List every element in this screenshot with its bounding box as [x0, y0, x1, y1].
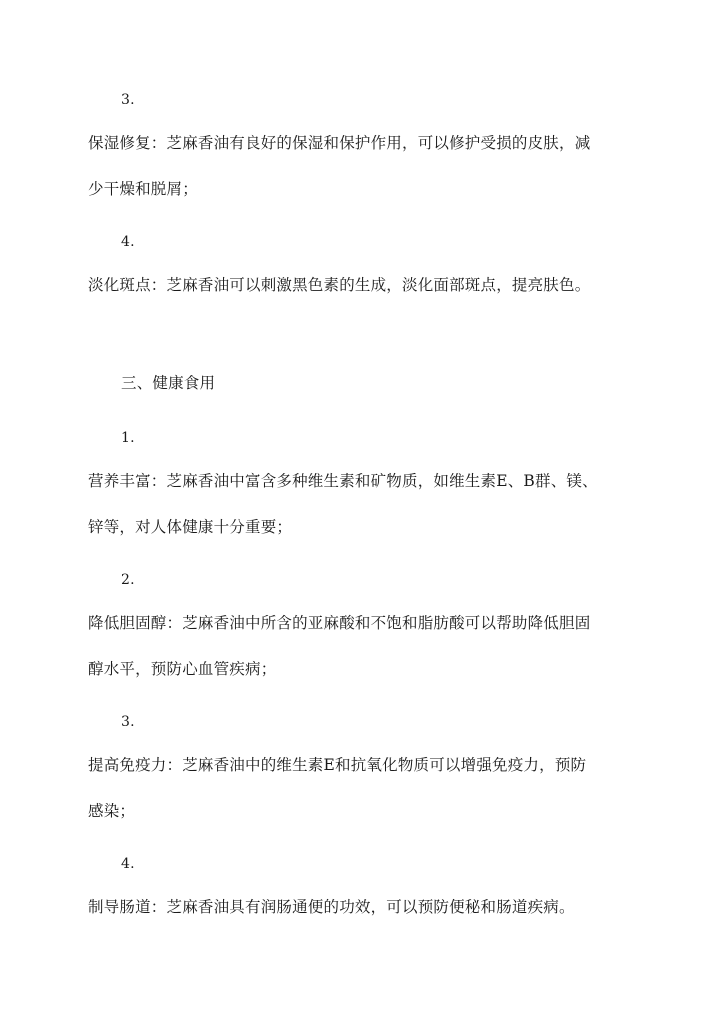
paragraph-line: 制导肠道：芝麻香油具有润肠通便的功效，可以预防便秘和肠道疾病。 — [88, 898, 575, 916]
section-heading: 三、健康食用 — [121, 374, 216, 392]
list-number: 4. — [121, 856, 135, 872]
list-number: 3. — [121, 92, 135, 108]
list-number: 1. — [121, 430, 135, 446]
paragraph-line: 保湿修复：芝麻香油有良好的保湿和保护作用，可以修护受损的皮肤，减 — [88, 134, 591, 152]
paragraph-line: 感染； — [88, 802, 136, 820]
paragraph-line: 降低胆固醇：芝麻香油中所含的亚麻酸和不饱和脂肪酸可以帮助降低胆固 — [88, 614, 591, 632]
list-number: 4. — [121, 234, 135, 250]
list-number: 2. — [121, 572, 135, 588]
paragraph-line: 锌等，对人体健康十分重要； — [88, 518, 293, 536]
paragraph-line: 淡化斑点：芝麻香油可以刺激黑色素的生成，淡化面部斑点，提亮肤色。 — [88, 276, 591, 294]
paragraph-line: 少干燥和脱屑； — [88, 180, 198, 198]
paragraph-line: 醇水平，预防心血管疾病； — [88, 660, 277, 678]
list-number: 3. — [121, 714, 135, 730]
paragraph-line: 提高免疫力：芝麻香油中的维生素E和抗氧化物质可以增强免疫力，预防 — [88, 756, 587, 774]
paragraph-line: 营养丰富：芝麻香油中富含多种维生素和矿物质，如维生素E、B群、镁、 — [88, 472, 598, 490]
